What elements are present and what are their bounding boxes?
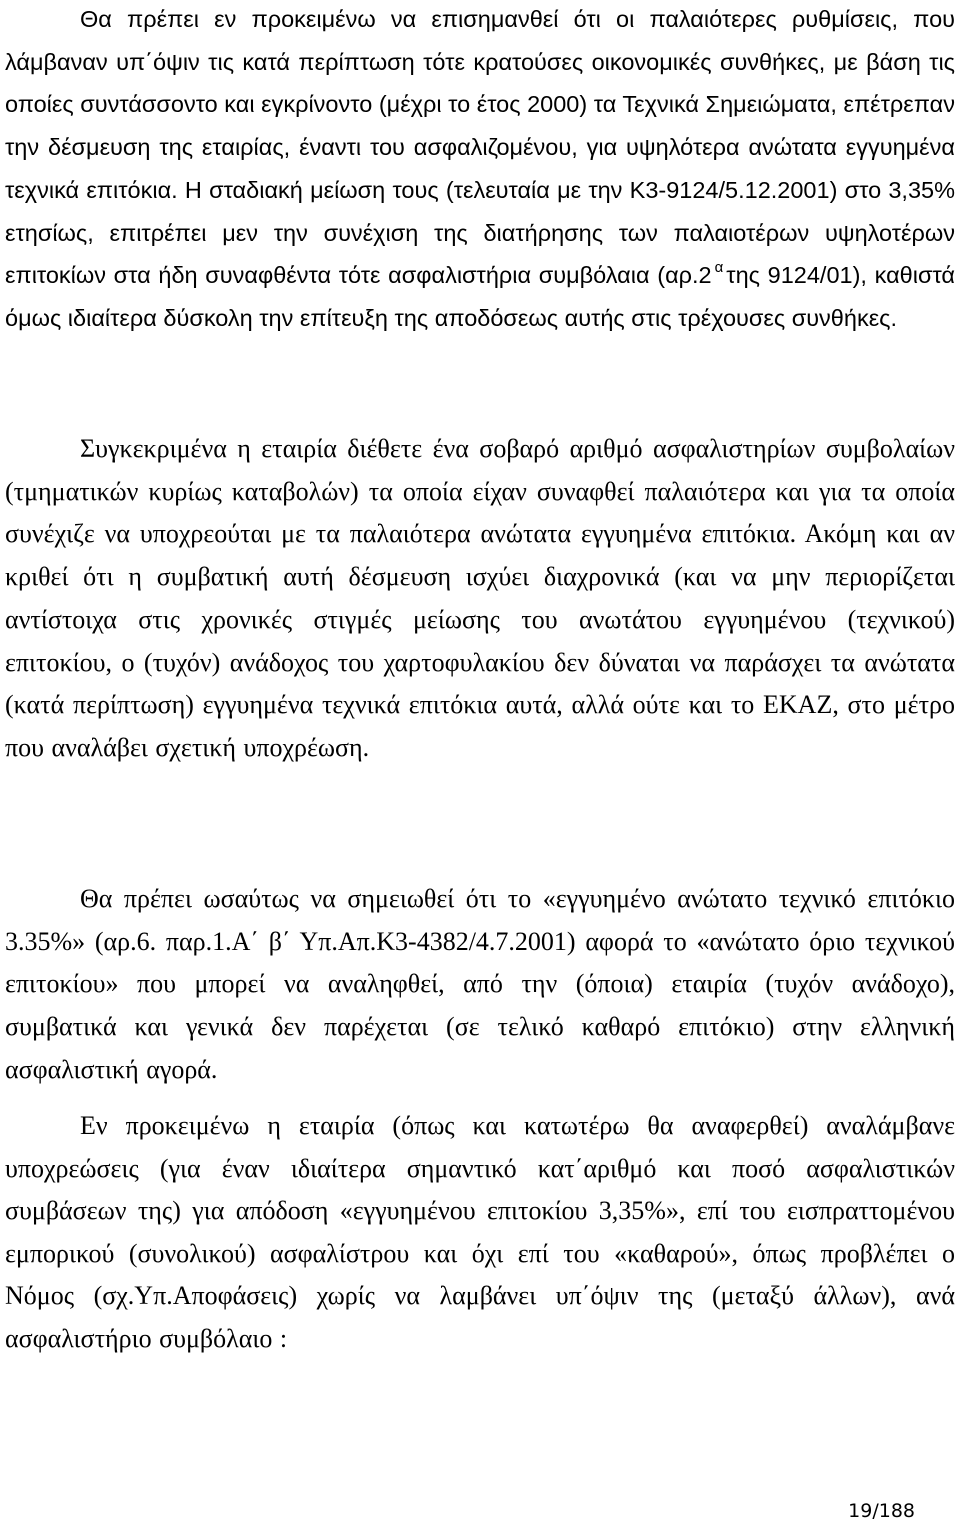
paragraph-old-regulations (5, 0, 955, 340)
superscript-alpha: α (714, 259, 724, 277)
page-number: 19/188 (848, 1500, 915, 1522)
document-page (5, 0, 955, 1533)
paragraph-text: Θα πρέπει εν προκειμένω να επισημανθεί ότι οι παλαιότερες ρυθμίσεις, που λάμβαναν υπ΄όψιν τις κατά περίπτωση τότε κρατούσες οικονομικές συνθήκες, με βάση τις οποίες συντάσσοντο και εγκρίνοντο (μέχρι το έτος 2000) τα Τεχνικά Σημειώματα, επέτρεπαν την δέσμευση της εταιρίας, έναντι του ασφαλιζομένου, για υψηλότερα ανώτατα εγγυημένα τεχνικά επιτόκια. Η σταδιακή μείωση τους (τελευταία με την Κ3-9124/5.12.2001) στο 3,35% ετησίως, επιτρέπει μεν την συνέχιση της διατήρησης των παλαιοτέρων υψηλοτέρων επιτοκίων στα ήδη συναφθέντα τότε ασφαλιστήρια συμβόλαια (αρ.2 (5, 6, 955, 289)
paragraph-text-continued: της 9124/01), καθιστά όμως ιδιαίτερα δύσκολη την επίτευξη της αποδόσεως αυτής στις τρέχουσες συνθήκες. (5, 262, 955, 331)
paragraph-guaranteed-rate: Θα πρέπει ωσαύτως να σημειωθεί ότι το «εγγυημένο ανώτατο τεχνικό επιτόκιο 3.35%» (αρ.6. παρ.1.Α΄ β΄ Υπ.Απ.Κ3-4382/4.7.2001) αφορά το «ανώτατο όριο τεχνικού επιτοκίου» που μπορεί να αναληφθεί, από την (όποια) εταιρία (τυχόν ανάδοχο), συμβατικά και γενικά δεν παρέχεται (σε τελικό καθαρό επιτόκιο) στην ελληνική ασφαλιστική αγορά. (5, 884, 955, 1084)
paragraph-company-obligations: Εν προκειμένω η εταιρία (όπως και κατωτέρω θα αναφερθεί) αναλάμβανε υποχρεώσεις (για έναν ιδιαίτερα σημαντικό κατ΄αριθμό και ποσό ασφαλιστικών συμβάσεων της) για απόδοση «εγγυημένου επιτοκίου 3,35%», επί του εισπραττομένου εμπορικού (συνολικού) ασφαλίστρου και όχι επί του «καθαρού», όπως προβλέπει ο Νόμος (σχ.Υπ.Αποφάσεις) χωρίς να λαμβάνει υπ΄όψιν της (μεταξύ άλλων), ανά ασφαλιστήριο συμβόλαιο : (5, 1111, 955, 1353)
paragraph-company-contracts: Συγκεκριμένα η εταιρία διέθετε ένα σοβαρό αριθμό ασφαλιστηρίων συμβολαίων (τμηματικών κυρίως καταβολών) τα οποία είχαν συναφθεί παλαιότερα και για τα οποία συνέχιζε να υποχρεούται με τα παλαιότερα ανώτατα εγγυημένα επιτόκια. Ακόμη και αν κριθεί ότι η συμβατική αυτή δέσμευση ισχύει διαχρονικά (και να μην περιορίζεται αντίστοιχα στις χρονικές στιγμές μείωσης του ανωτάτου εγγυημένου (τεχνικού) επιτοκίου, ο (τυχόν) ανάδοχος του χαρτοφυλακίου δεν δύναται να παράσχει τα ανώτατα (κατά περίπτωση) εγγυημένα τεχνικά επιτόκια αυτά, αλλά ούτε και το ΕΚΑΖ, στο μέτρο που αναλάβει σχετική υποχρέωση. (5, 434, 955, 762)
